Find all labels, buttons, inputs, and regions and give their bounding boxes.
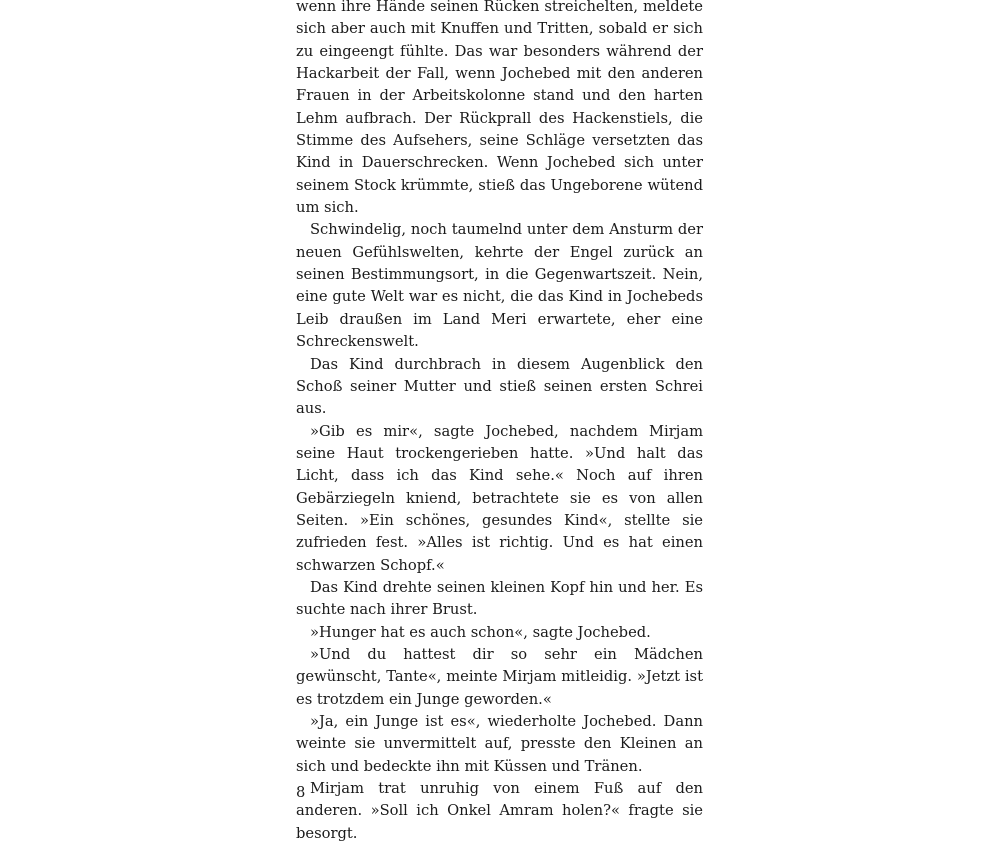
- paragraph-3: Das Kind durchbrach in diesem Augenblick den Schoß seiner Mutter und stieß seinen ersten Schrei aus.: [296, 355, 703, 418]
- body-text: [296, 0, 703, 845]
- paragraph-2: Schwindelig, noch taumelnd unter dem Ansturm der neuen Gefühlswelten, kehrte der Engel zurück an seinen Bestimmungsort, in die Gegenwartszeit. Nein, eine gute Welt war es nicht, die das Kind in Jochebeds Leib draußen im Land Meri erwartete, eher eine Schreckenswelt.: [296, 221, 703, 351]
- paragraph-1: wenn ihre Hände seinen Rücken streichelten, meldete sich aber auch mit Knuffen und Tritten, sobald er sich zu eingeengt fühlte. Das war besonders während der Hackarbeit der Fall, wenn Jochebed mit den anderen Frauen in der Arbeitskolonne stand und den harten Lehm aufbrach. Der Rückprall des Hackenstiels, die Stimme des Aufsehers, seine Schläge versetzten das Kind in Dauerschrecken. Wenn Jochebed sich unter seinem Stock krümmte, stieß das Ungeborene wütend um sich.: [296, 0, 703, 217]
- page-number: 8: [296, 784, 306, 801]
- paragraph-9: Mirjam trat unruhig von einem Fuß auf den anderen. »Soll ich Onkel Amram holen?« fragte sie besorgt.: [296, 780, 703, 842]
- paragraph-7: »Und du hattest dir so sehr ein Mädchen gewünscht, Tante«, meinte Mirjam mitleidig. »Jetzt ist es trotzdem ein Junge geworden.«: [296, 645, 703, 708]
- paragraph-4: »Gib es mir«, sagte Jochebed, nachdem Mirjam seine Haut trockengerieben hatte. »Und halt das Licht, dass ich das Kind sehe.« Noch auf ihren Gebärziegeln kniend, betrachtete sie es von allen Seiten. »Ein schönes, gesundes Kind«, stellte sie zufrieden fest. »Alles ist richtig. Und es hat einen schwarzen Schopf.«: [296, 422, 703, 574]
- paragraph-8: »Ja, ein Junge ist es«, wiederholte Jochebed. Dann weinte sie unvermittelt auf, presste den Kleinen an sich und bedeckte ihn mit Küssen und Tränen.: [296, 713, 703, 775]
- paragraph-6: »Hunger hat es auch schon«, sagte Jochebed.: [310, 623, 651, 641]
- paragraph-5: Das Kind drehte seinen kleinen Kopf hin und her. Es suchte nach ihrer Brust.: [296, 578, 703, 619]
